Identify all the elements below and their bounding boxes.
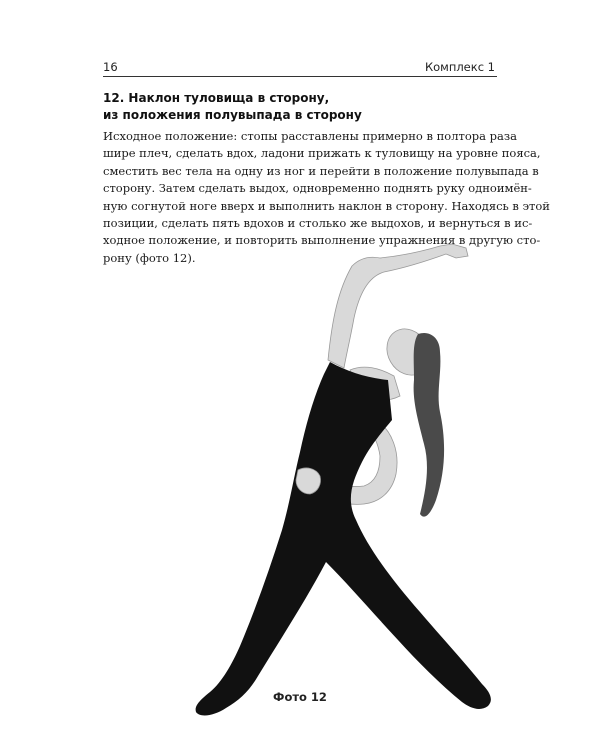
description-line: сторону. Затем сделать выдох, одновременно поднять руку одноимён-	[103, 181, 532, 196]
description-line: Исходное положение: стопы расставлены примерно в полтора раза	[103, 129, 518, 143]
description-line: рону (фото 12).	[103, 250, 196, 265]
description-line: ходное положение, и повторить выполнение упражнения в другую сто-	[103, 233, 541, 248]
ponytail	[414, 333, 444, 517]
page-number: 16	[103, 60, 118, 74]
exercise-photo	[100, 232, 541, 722]
bodysuit	[196, 362, 491, 715]
exercise-title-line-1: 12. Наклон туловища в сторону,	[103, 91, 330, 105]
exercise-title-line-2: из положения полувыпада в сторону	[103, 108, 362, 122]
description-line: позиции, сделать пять вдохов и столько же выдохов, и вернуться в ис-	[103, 216, 533, 231]
description-line: шире плеч, сделать вдох, ладони прижать к туловищу на уровне пояса,	[103, 146, 541, 161]
exercise-title	[103, 90, 495, 124]
photo-caption: Фото 12	[273, 690, 327, 704]
description-line: ную согнутой ноге вверх и выполнить наклон в сторону. Находясь в этой	[103, 198, 550, 213]
section-name: Комплекс 1	[424, 60, 495, 74]
header-divider	[103, 76, 497, 77]
running-header	[103, 60, 495, 76]
hand-on-hip	[296, 468, 321, 494]
description-line: сместить вес тела на одну из ног и перейти в положение полувыпада в	[103, 163, 539, 178]
